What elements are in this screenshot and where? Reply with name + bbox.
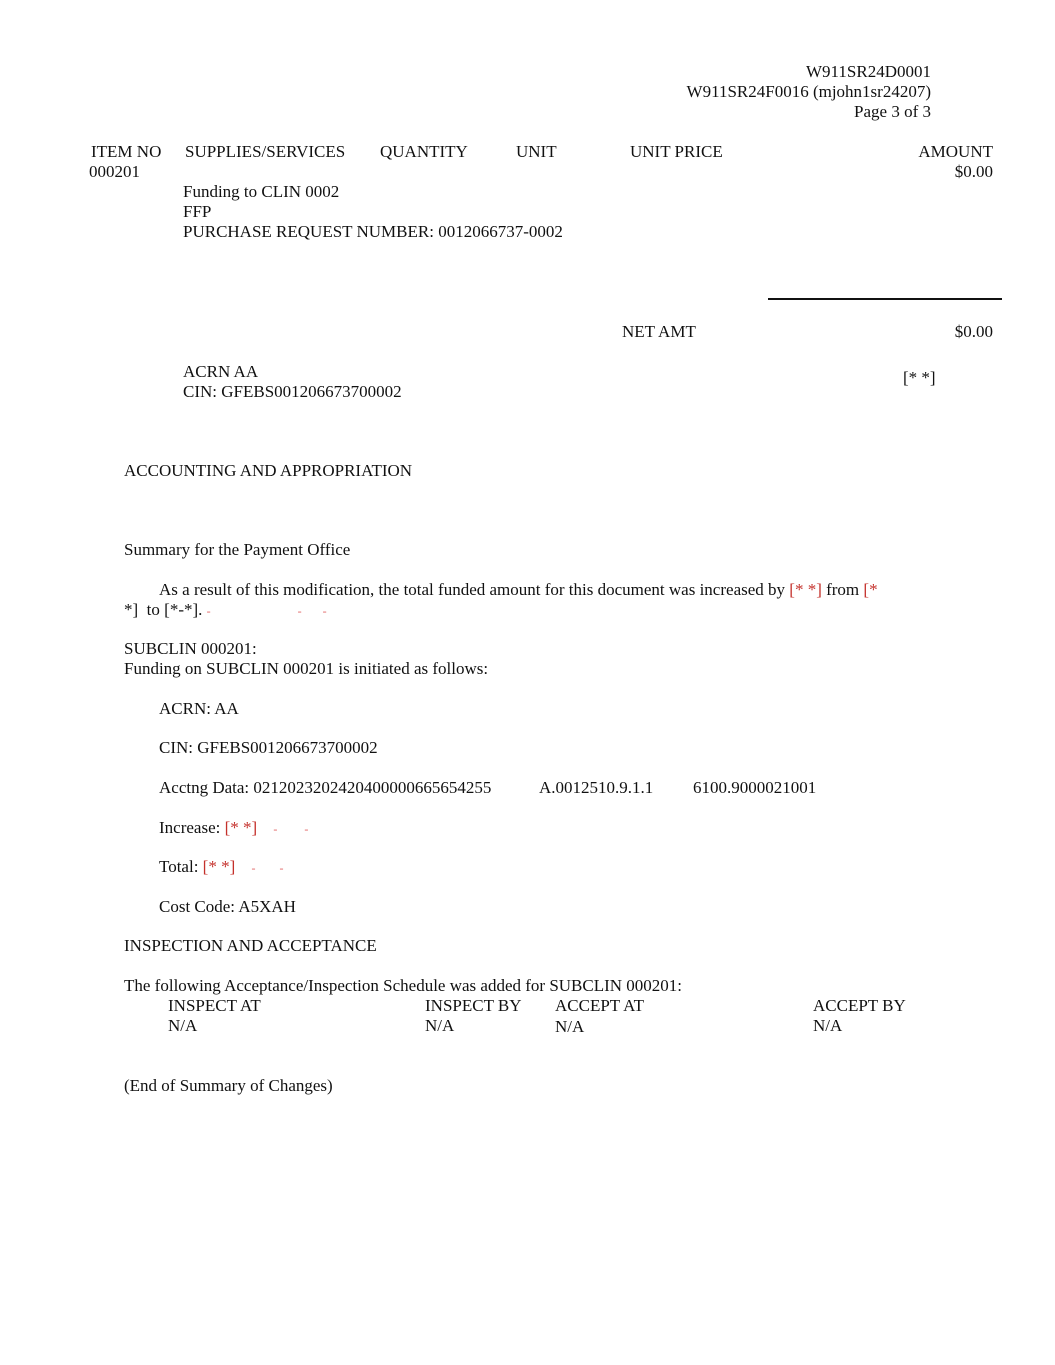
item-number: 000201 (89, 162, 140, 181)
redaction-mark: - - (239, 861, 284, 875)
summary-paragraph-line2 (124, 600, 327, 621)
redacted-from-a: [* (863, 580, 878, 599)
table-header: INSPECT BY (425, 996, 522, 1015)
col-item-no: ITEM NO (91, 142, 162, 161)
table-cell: N/A (555, 1017, 585, 1036)
contract-number: W911SR24D0001 (806, 62, 931, 81)
redacted-to: [*-*]. (164, 600, 203, 619)
inspection-intro: The following Acceptance/Inspection Schedule was added for SUBCLIN 000201: (124, 976, 683, 995)
summary-heading: Summary for the Payment Office (124, 540, 351, 559)
summary-paragraph-line1 (159, 580, 878, 600)
col-supplies: SUPPLIES/SERVICES (185, 142, 346, 161)
end-of-summary: (End of Summary of Changes) (124, 1076, 333, 1095)
table-cell: N/A (813, 1016, 843, 1035)
subclin-intro: Funding on SUBCLIN 000201 is initiated as follows: (124, 659, 489, 678)
page-number: Page 3 of 3 (854, 102, 931, 121)
table-header: ACCEPT AT (555, 996, 644, 1015)
net-amt-label: NET AMT (622, 322, 696, 341)
cin: CIN: GFEBS001206673700002 (159, 738, 378, 757)
acctng-data: Acctng Data: 0212023202420400000665654255 (159, 778, 492, 797)
redaction-mark: - - - (206, 604, 327, 618)
redaction-mark: - - (261, 822, 309, 836)
inspection-heading: INSPECTION AND ACCEPTANCE (124, 936, 377, 955)
increase-value: [* *] (224, 818, 258, 837)
summary-to: to (146, 600, 160, 619)
increase-label: Increase: (159, 818, 221, 837)
subclin-title: SUBCLIN 000201: (124, 639, 257, 658)
net-amt-value: $0.00 (954, 322, 993, 341)
col-unit-price: UNIT PRICE (630, 142, 723, 161)
total-label: Total: (159, 857, 199, 876)
acctng-data-a: A.0012510.9.1.1 (539, 778, 654, 797)
redacted-increase: [* *] (789, 580, 822, 599)
table-header: INSPECT AT (168, 996, 261, 1015)
table-cell: N/A (425, 1016, 455, 1035)
total-row (159, 857, 284, 878)
item-line: PURCHASE REQUEST NUMBER: 0012066737-0002 (183, 222, 563, 241)
redacted-amount: [* *] (903, 368, 936, 387)
acctng-data-b: 6100.9000021001 (693, 778, 817, 797)
summary-text: As a result of this modification, the total funded amount for this document was increased by (159, 580, 786, 599)
increase-row (159, 818, 308, 839)
item-acrn: ACRN AA (183, 362, 259, 381)
table-header: ACCEPT BY (813, 996, 906, 1015)
total-rule (768, 298, 1002, 300)
cost-code: Cost Code: A5XAH (159, 897, 296, 916)
total-value: [* *] (202, 857, 236, 876)
summary-from: from (826, 580, 860, 599)
item-cin: CIN: GFEBS001206673700002 (183, 382, 402, 401)
item-line: Funding to CLIN 0002 (183, 182, 340, 201)
col-unit: UNIT (516, 142, 557, 161)
col-amount: AMOUNT (918, 142, 993, 161)
redacted-from-b: *] (124, 600, 139, 619)
acrn: ACRN: AA (159, 699, 239, 718)
table-cell: N/A (168, 1016, 198, 1035)
col-quantity: QUANTITY (380, 142, 468, 161)
order-number: W911SR24F0016 (mjohn1sr24207) (686, 82, 931, 101)
item-line: FFP (183, 202, 212, 221)
accounting-heading: ACCOUNTING AND APPROPRIATION (124, 461, 413, 480)
item-amount: $0.00 (954, 162, 993, 181)
